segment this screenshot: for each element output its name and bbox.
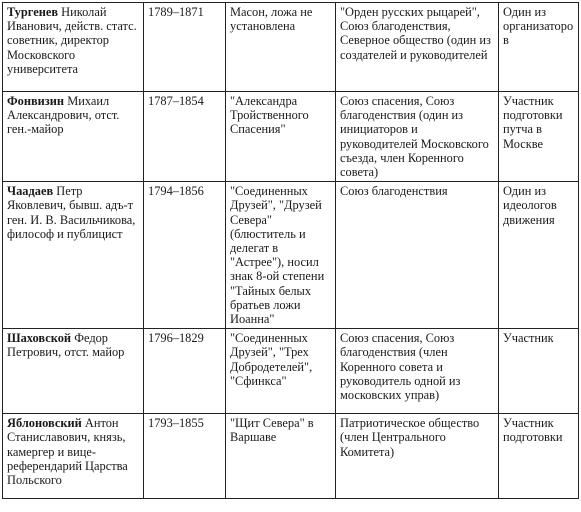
person-cell xyxy=(3,92,144,182)
table-row xyxy=(3,182,579,329)
person-cell xyxy=(3,414,144,499)
table-row xyxy=(3,414,579,499)
person-surname: Шаховской xyxy=(7,331,72,346)
role-cell: Один из организаторов xyxy=(499,3,579,92)
person-info: Антон Станиславович, князь, камергер и вице-референдарий Царства Польского xyxy=(7,416,128,488)
role-cell: Один из идеологов движения xyxy=(499,182,579,329)
person-info: Федор Петрович, отст. майор xyxy=(7,331,125,360)
role-cell: Участник подготовки xyxy=(499,414,579,499)
role-cell: Участник xyxy=(499,329,579,414)
person-info: Николай Иванович, действ. статс. советник, директор Московского университета xyxy=(7,5,137,76)
person-info: Петр Яковлевич, бывш. адъ-т ген. И. В. Васильчикова, философ и публицист xyxy=(7,184,136,241)
masonry-cell: "Соединенных Друзей", "Трех Добродетелей", "Сфинкса" xyxy=(226,329,336,414)
person-cell xyxy=(3,3,144,92)
person-surname: Чаадаев xyxy=(7,184,54,199)
masonry-cell: "Щит Севера" в Варшаве xyxy=(226,414,336,499)
masonry-cell: "Соединенных Друзей", "Друзей Севера" (блюститель и делегат в "Астрее"), носил знак 8-ой степени "Тайных белых братьев ложи Иоанна" xyxy=(226,182,336,329)
years-cell: 1789–1871 xyxy=(144,3,226,92)
masonry-cell: "Александра Тройственного Спасения" xyxy=(226,92,336,182)
societies-cell: Союз спасения, Союз благоденствия (один из инициаторов и руководителей Московского съезда, член Коренного совета) xyxy=(336,92,499,182)
person-surname: Фонвизин xyxy=(7,94,65,108)
table-row xyxy=(3,329,579,414)
person-cell xyxy=(3,329,144,414)
table-row xyxy=(3,3,579,92)
person-info: Михаил Александрович, отст. ген.-майор xyxy=(7,94,120,137)
societies-cell: Союз спасения, Союз благоденствия (член Коренного совета и руководитель одной из московских управ) xyxy=(336,329,499,414)
years-cell: 1794–1856 xyxy=(144,182,226,329)
societies-cell: "Орден русских рыцарей", Союз благоденствия, Северное общество (один из создателей и руководителей xyxy=(336,3,499,92)
table-row xyxy=(3,92,579,182)
years-cell: 1796–1829 xyxy=(144,329,226,414)
years-cell: 1793–1855 xyxy=(144,414,226,499)
role-cell: Участник подготовки путча в Москве xyxy=(499,92,579,182)
societies-cell: Патриотическое общество (член Центрального Комитета) xyxy=(336,414,499,499)
decembrists-table xyxy=(2,2,579,499)
person-surname: Тургенев xyxy=(7,5,59,19)
years-cell: 1787–1854 xyxy=(144,92,226,182)
person-cell xyxy=(3,182,144,329)
societies-cell: Союз благоденствия xyxy=(336,182,499,329)
masonry-cell: Масон, ложа не установлена xyxy=(226,3,336,92)
person-surname: Яблоновский xyxy=(7,416,82,431)
